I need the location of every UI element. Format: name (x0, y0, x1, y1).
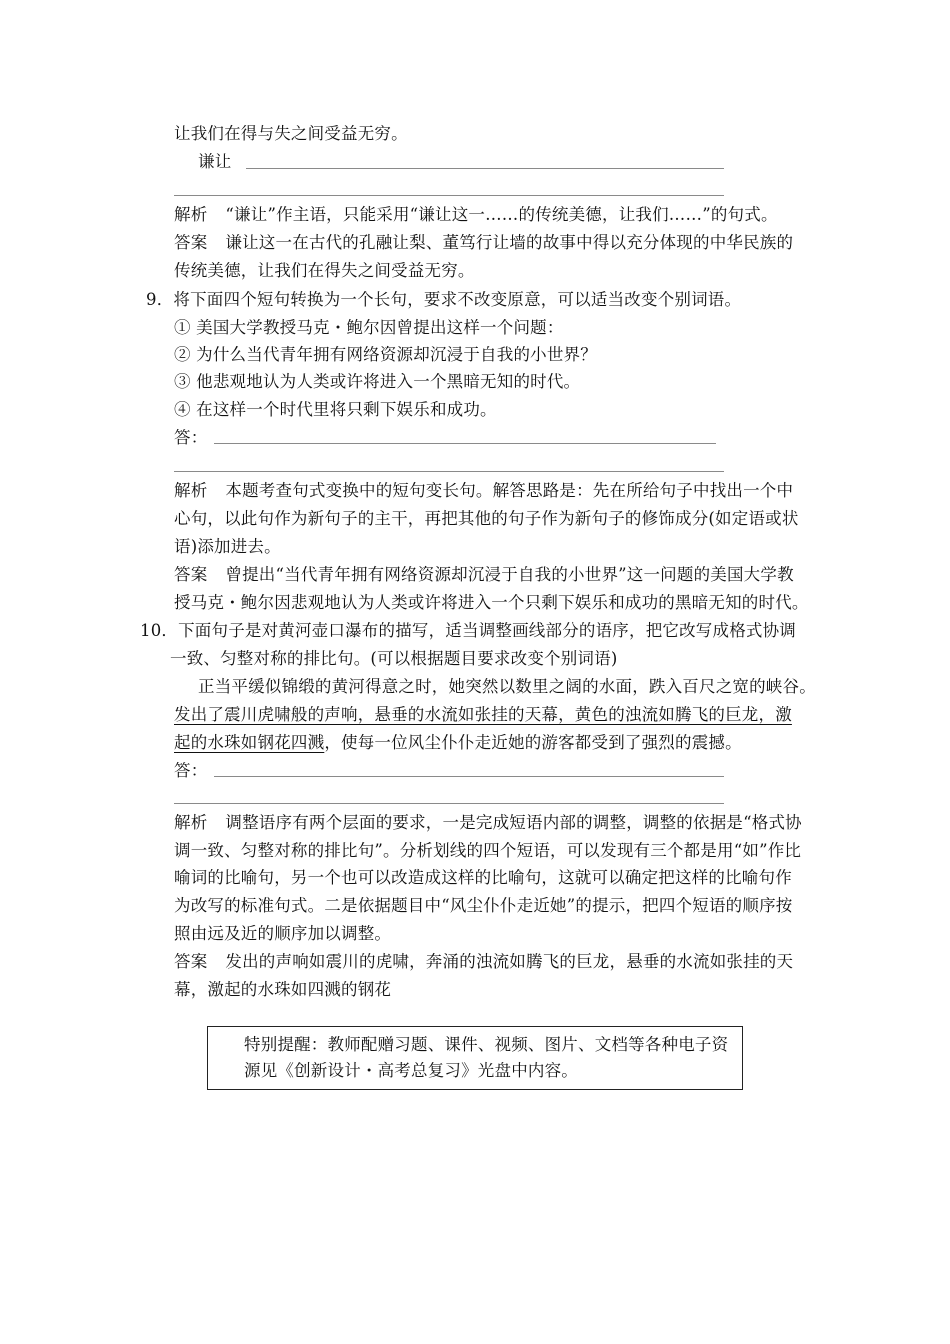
q8-answer-line-1 (246, 168, 724, 169)
q9-answer-line-1 (214, 443, 716, 444)
q10-analysis-cont-2: 喻词的比喻句，另一个也可以改造成这样的比喻句，这就可以确定把这样的比喻句作 (174, 868, 792, 887)
answer-text: 曾提出“当代青年拥有网络资源却沉浸于自我的小世界”这一问题的美国大学教 (225, 565, 794, 584)
q10-analysis (174, 811, 802, 835)
q8-analysis (174, 203, 778, 227)
q9-analysis-cont-2: 语)添加进去。 (174, 537, 281, 556)
analysis-label: 解析 (174, 205, 208, 224)
q8-answer-line-2 (174, 195, 724, 196)
notice-line-2: 源见《创新设计・高考总复习》光盘中内容。 (244, 1061, 578, 1080)
q8-answer-cont: 传统美德，让我们在得失之间受益无穷。 (174, 261, 475, 280)
q10-prompt-cont: 一致、匀整对称的排比句。(可以根据题目要求改变个别词语) (170, 649, 618, 668)
q10-answer-prompt: 答： (174, 761, 208, 780)
analysis-label: 解析 (174, 813, 208, 832)
q8-answer (174, 231, 793, 255)
q9-answer-prompt: 答： (174, 428, 208, 447)
passage-text: ，使每一位风尘仆仆走近她的游客都受到了强烈的震撼。 (324, 733, 742, 752)
notice-line-1: 特别提醒：教师配赠习题、课件、视频、图片、文档等各种电子资 (244, 1035, 729, 1054)
q10-analysis-cont-1: 调一致、匀整对称的排比句”。分析划线的四个短语，可以发现有三个都是用“如”作比 (174, 841, 802, 860)
q10-answer-line-2 (174, 803, 724, 804)
q10-analysis-cont-4: 照由远及近的顺序加以调整。 (174, 924, 392, 943)
q9-item-4: ④ 在这样一个时代里将只剩下娱乐和成功。 (174, 400, 497, 419)
q9-analysis (174, 479, 793, 503)
q9-item-3: ③ 他悲观地认为人类或许将进入一个黑暗无知的时代。 (174, 372, 581, 391)
q10-passage-line-1: 正当平缓似锦缎的黄河得意之时，她突然以数里之阔的水面，跌入百尺之宽的峡谷。 (198, 677, 816, 696)
q10-passage-line-3 (174, 731, 742, 755)
answer-text: 发出的声响如震川的虎啸，奔涌的浊流如腾飞的巨龙，悬垂的水流如张挂的天 (225, 952, 794, 971)
q9-prompt: 9．将下面四个短句转换为一个长句，要求不改变原意，可以适当改变个别词语。 (146, 290, 742, 309)
analysis-text: “谦让”作主语，只能采用“谦让这一……的传统美德，让我们……”的句式。 (225, 205, 778, 224)
q9-item-2: ② 为什么当代青年拥有网络资源却沉浸于自我的小世界？ (174, 345, 597, 364)
q9-item-1: ① 美国大学教授马克・鲍尔因曾提出这样一个问题： (174, 318, 564, 337)
q8-word-label: 谦让 (198, 152, 232, 171)
q9-analysis-cont-1: 心句，以此句作为新句子的主干，再把其他的句子作为新句子的修饰成分(如定语或状 (174, 509, 799, 528)
q10-answer-cont: 幕，激起的水珠如四溅的钢花 (174, 980, 392, 999)
answer-label: 答案 (174, 233, 208, 252)
underlined-phrase: 起的水珠如钢花四溅 (174, 733, 325, 752)
q10-passage-line-2: 发出了震川虎啸般的声响，悬垂的水流如张挂的天幕，黄色的浊流如腾飞的巨龙，激 (174, 705, 792, 724)
answer-label: 答案 (174, 952, 208, 971)
q9-answer-cont: 授马克・鲍尔因悲观地认为人类或许将进入一个只剩下娱乐和成功的黑暗无知的时代。 (174, 593, 809, 612)
answer-text: 谦让这一在古代的孔融让梨、董笃行让墙的故事中得以充分体现的中华民族的 (225, 233, 794, 252)
q10-answer (174, 950, 793, 974)
q9-answer (174, 563, 794, 587)
q10-answer-line-1 (214, 776, 724, 777)
analysis-label: 解析 (174, 481, 208, 500)
analysis-text: 调整语序有两个层面的要求，一是完成短语内部的调整，调整的依据是“格式协 (225, 813, 802, 832)
q10-prompt: 10．下面句子是对黄河壶口瀑布的描写，适当调整画线部分的语序，把它改写成格式协调 (140, 621, 796, 640)
answer-label: 答案 (174, 565, 208, 584)
q8-line: 让我们在得与失之间受益无穷。 (174, 124, 408, 143)
q10-analysis-cont-3: 为改写的标准句式。二是依据题目中“风尘仆仆走近她”的提示，把四个短语的顺序按 (174, 896, 793, 915)
analysis-text: 本题考查句式变换中的短句变长句。解答思路是：先在所给句子中找出一个中 (225, 481, 794, 500)
q9-answer-line-2 (174, 471, 724, 472)
